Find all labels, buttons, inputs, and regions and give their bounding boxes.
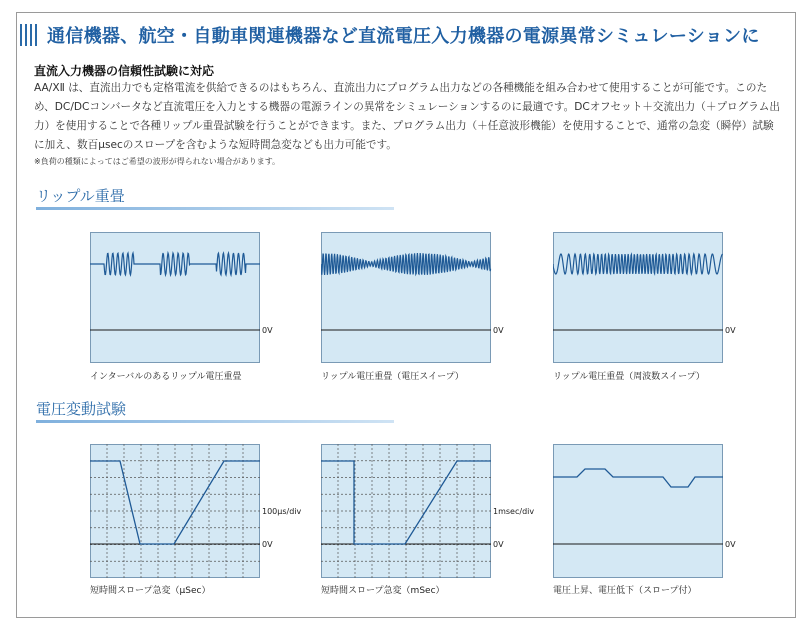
intro-note: ※負荷の種類によってはご希望の波形が得られない場合があります。: [34, 157, 281, 166]
ripple-panel-frequency-sweep-caption: リップル電圧重畳（周波数スイープ）: [553, 372, 705, 382]
variation-panel-usec-caption: 短時間スロープ急変（μSec）: [90, 586, 211, 596]
variation-section-underline: [36, 420, 394, 423]
ripple-panel-voltage-sweep-zero-label: 0V: [493, 326, 504, 335]
intro-subhead: 直流入力機器の信頼性試験に対応: [34, 64, 215, 78]
variation-panel-rise-fall-caption: 電圧上昇、電圧低下（スロープ付）: [553, 586, 697, 596]
ripple-section-underline: [36, 207, 394, 210]
ripple-panel-interval-caption: インターバルのあるリップル電圧重畳: [90, 372, 242, 382]
variation-waveform-usec: [90, 444, 262, 579]
variation-panel-rise-fall-zero-label: 0V: [725, 540, 736, 549]
variation-panel-msec-unit-label: 1msec/div: [493, 507, 535, 516]
intro-paragraph: AA/XⅡ は、直流出力でも定格電流を供給できるのはもちろん、直流出力にプログラム出力などの各種機能を組み合わせて使用することが可能です。このため、DC/DCコンバータなど直流電圧を入力とする機器の電源ラインの異常をシミュレーションするのに最適です。DCオフセット＋交流出力（＋プログラム出力）を使用することで各種リップル重畳試験を行うことができます。また、プログラム出力（＋任意波形機能）を使用することで、通常の急変（瞬停）試験に加え、数百μsecのスロープを含むような短時間急変なども出力可能です。: [34, 82, 780, 151]
variation-panel-msec-zero-label: 0V: [493, 540, 504, 549]
ripple-waveform-voltage-sweep: [321, 232, 493, 364]
variation-panel-usec-zero-label: 0V: [262, 540, 273, 549]
page-title: 通信機器、航空・自動車関連機器など直流電圧入力機器の電源異常シミュレーションに: [47, 26, 760, 47]
ripple-waveform-interval: [90, 232, 262, 364]
variation-waveform-rise-fall: [553, 444, 725, 579]
ripple-panel-interval-zero-label: 0V: [262, 326, 273, 335]
title-bar: [20, 20, 760, 50]
variation-panel-usec-unit-label: 100μs/div: [262, 507, 302, 516]
ripple-panel-frequency-sweep-zero-label: 0V: [725, 326, 736, 335]
title-bars-icon: [20, 24, 37, 46]
variation-waveform-msec: [321, 444, 493, 579]
variation-section-title: 電圧変動試験: [36, 400, 127, 418]
ripple-panel-voltage-sweep-caption: リップル電圧重畳（電圧スイープ）: [321, 372, 464, 382]
variation-panel-msec-caption: 短時間スロープ急変（mSec）: [321, 586, 445, 596]
ripple-waveform-frequency-sweep: [553, 232, 725, 364]
ripple-section-title: リップル重畳: [36, 187, 125, 205]
